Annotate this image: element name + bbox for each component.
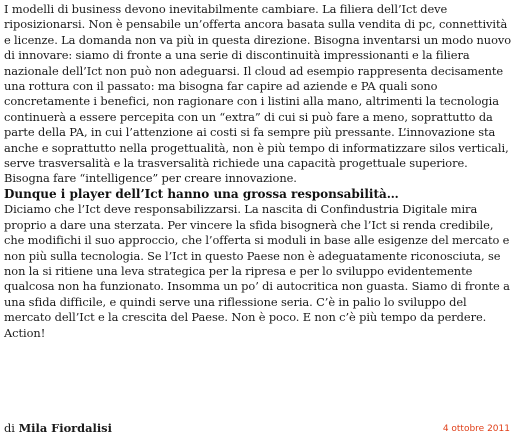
- byline-prefix: di: [4, 421, 15, 435]
- interview-question: Dunque i player dell’Ict hanno una grossa responsabilità…: [4, 186, 399, 201]
- article-body: [4, 2, 512, 341]
- author-name: Mila Fiordalisi: [18, 421, 112, 435]
- byline: [4, 421, 112, 436]
- article-paragraph: Diciamo che l’Ict deve responsabilizzarsi. La nascita di Confindustria Digitale mira proprio a dare una sterzata. Per vincere la sfida bisognerà che l’Ict si renda credibile, che modifichi il suo approccio, che l’offerta si moduli in base alle esigenze del mercato e non più sulla tecnologia. Se l’Ict in questo Paese non è adeguatamente riconosciuta, se non la si ritiene una leva strategica per la ripresa e per lo sviluppo evidentemente qualcosa non ha funzionato. Insomma un po’ di autocritica non guasta. Siamo di fronte a una sfida difficile, e quindi serve una riflessione seria. C’è in palio lo sviluppo del mercato dell’Ict e la crescita del Paese. Non è poco. E non c’è più tempo da perdere. Action!: [4, 202, 510, 340]
- publish-date: 4 ottobre 2011: [442, 424, 510, 434]
- article-paragraph: I modelli di business devono inevitabilmente cambiare. La filiera dell’Ict deve riposizionarsi. Non è pensabile un’offerta ancora basata sulla vendita di pc, connettività e licenze. La domanda non va più in questa direzione. Bisogna inventarsi un modo nuovo di innovare: siamo di fronte a una serie di discontinuità impressionanti e la filiera nazionale dell’Ict non può non adeguarsi. Il cloud ad esempio rappresenta decisamente una rottura con il passato: ma bisogna far capire ad aziende e PA quali sono concretamente i benefici, non ragionare con i listini alla mano, altrimenti la tecnologia continuerà a essere percepita con un “extra” di cui si può fare a meno, soprattutto da parte della PA, in cui l’attenzione ai costi si fa sempre più pressante. L’innovazione sta anche e soprattutto nella progettualità, non è più tempo di informatizzare silos verticali, serve trasversalità e la trasversalità richiede una capacità progettuale superiore. Bisogna fare “intelligence” per creare innovazione.: [4, 2, 512, 186]
